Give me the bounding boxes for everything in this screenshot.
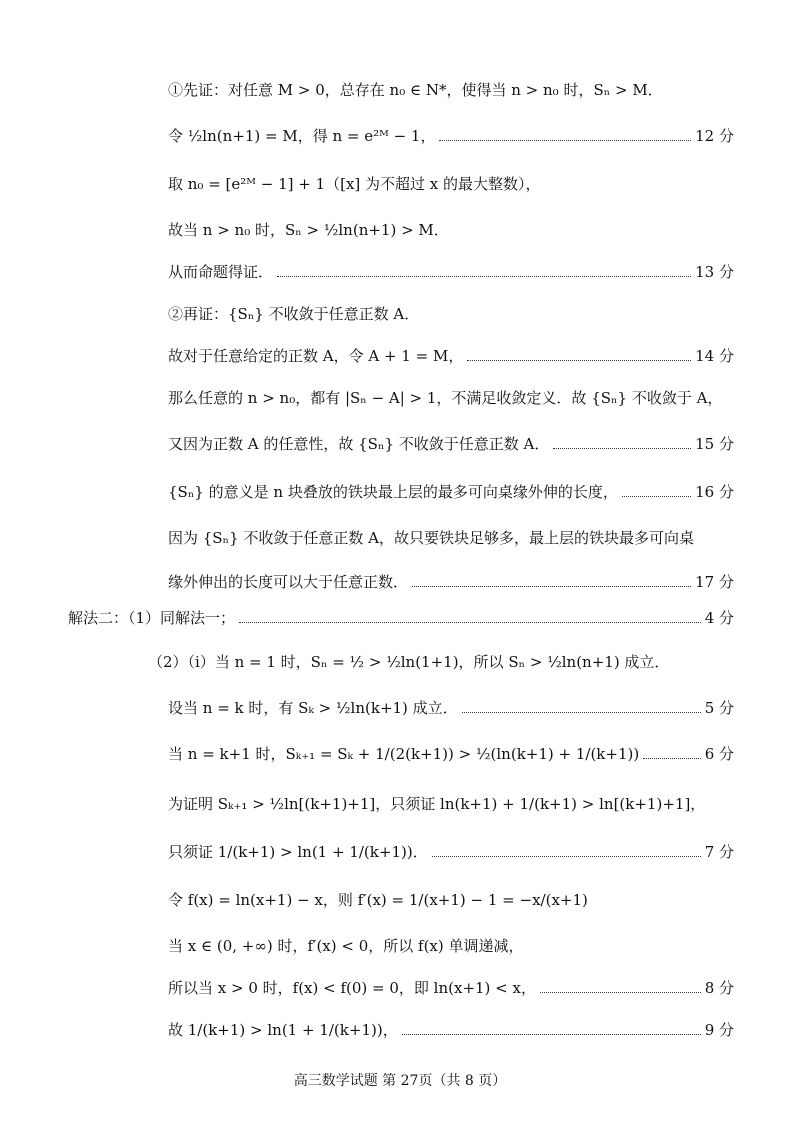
dot-leader <box>643 757 700 759</box>
line-22 <box>168 1016 734 1044</box>
dot-leader <box>540 991 701 993</box>
score-label: 8 分 <box>704 979 734 997</box>
line-5 <box>168 258 734 286</box>
line-text: ①先证：对任意 M > 0，总存在 n₀ ∈ N*，使得当 n > n₀ 时，Sₙ > M． <box>168 81 663 99</box>
line-text: 因为 {Sₙ} 不收敛于任意正数 A，故只要铁块足够多，最上层的铁块最多可向桌 <box>168 529 694 547</box>
line-9 <box>168 430 734 458</box>
score-label: 4 分 <box>704 609 734 627</box>
score-label: 14 分 <box>695 347 734 365</box>
line-18 <box>168 838 734 866</box>
line-text: 故 1/(k+1) > ln(1 + 1/(k+1))， <box>168 1021 398 1039</box>
line-text: 又因为正数 A 的任意性，故 {Sₙ} 不收敛于任意正数 A． <box>168 435 550 453</box>
line-13 <box>68 604 734 632</box>
dot-leader <box>439 139 691 141</box>
score-label: 15 分 <box>695 435 734 453</box>
dot-leader <box>412 585 691 587</box>
line-8 <box>168 384 734 412</box>
line-2 <box>168 122 734 150</box>
line-19 <box>168 886 734 914</box>
line-text: 当 n = k+1 时，Sₖ₊₁ = Sₖ + 1/(2(k+1)) > ½(ln(k+1) + 1/(k+1)) <box>168 745 640 763</box>
line-text: 令 ½ln(n+1) = M，得 n = e²ᴹ − 1， <box>168 127 436 145</box>
line-7 <box>168 342 734 370</box>
line-text: 令 f(x) = ln(x+1) − x，则 f′(x) = 1/(x+1) − 1 = −x/(x+1) <box>168 891 588 909</box>
line-4 <box>168 216 734 244</box>
line-text: 设当 n = k 时，有 Sₖ > ½ln(k+1) 成立． <box>168 699 458 717</box>
line-text: 解法二：（1）同解法一； <box>68 609 236 627</box>
score-label: 16 分 <box>695 483 734 501</box>
line-6 <box>168 300 734 328</box>
line-text: 所以当 x > 0 时，f(x) < f(0) = 0，即 ln(x+1) < x， <box>168 979 536 997</box>
score-label: 13 分 <box>695 263 734 281</box>
line-text: 从而命题得证． <box>168 263 274 281</box>
line-15 <box>168 694 734 722</box>
dot-leader <box>467 359 691 361</box>
score-label: 9 分 <box>704 1021 734 1039</box>
score-label: 17 分 <box>695 573 734 591</box>
dot-leader <box>277 275 691 277</box>
line-text: （2）（i）当 n = 1 时，Sₙ = ½ > ½ln(1+1)，所以 Sₙ > ½ln(n+1) 成立． <box>148 653 670 671</box>
line-text: 故当 n > n₀ 时，Sₙ > ½ln(n+1) > M． <box>168 221 449 239</box>
line-14 <box>148 648 734 676</box>
line-text: 只须证 1/(k+1) > ln(1 + 1/(k+1))． <box>168 843 428 861</box>
line-16 <box>168 740 734 768</box>
line-20 <box>168 932 734 960</box>
dot-leader <box>432 855 701 857</box>
line-3 <box>168 170 734 198</box>
dot-leader <box>622 495 691 497</box>
dot-leader <box>553 447 691 449</box>
line-text: 故对于任意给定的正数 A，令 A + 1 = M， <box>168 347 464 365</box>
line-21 <box>168 974 734 1002</box>
line-1 <box>168 76 734 104</box>
dot-leader <box>239 621 701 623</box>
score-label: 12 分 <box>695 127 734 145</box>
line-text: 为证明 Sₖ₊₁ > ½ln[(k+1)+1]，只须证 ln(k+1) + 1/(k+1) > ln[(k+1)+1]， <box>168 795 706 813</box>
line-text: 缘外伸出的长度可以大于任意正数． <box>168 573 409 591</box>
line-text: 当 x ∈ (0, +∞) 时，f′(x) < 0，所以 f(x) 单调递减， <box>168 937 524 955</box>
line-17 <box>168 790 734 818</box>
score-label: 6 分 <box>704 745 734 763</box>
score-label: 7 分 <box>704 843 734 861</box>
line-text: 取 n₀ = [e²ᴹ − 1] + 1（[x] 为不超过 x 的最大整数）， <box>168 175 541 193</box>
line-text: ②再证：{Sₙ} 不收敛于任意正数 A． <box>168 305 420 323</box>
line-10 <box>168 478 734 506</box>
line-12 <box>168 568 734 596</box>
line-text: 那么任意的 n > n₀，都有 |Sₙ − A| > 1，不满足收敛定义．故 {Sₙ} 不收敛于 A， <box>168 389 723 407</box>
line-11 <box>168 524 734 552</box>
dot-leader <box>462 711 701 713</box>
line-text: {Sₙ} 的意义是 n 块叠放的铁块最上层的最多可向桌缘外伸的长度， <box>168 483 618 501</box>
score-label: 5 分 <box>704 699 734 717</box>
dot-leader <box>402 1033 701 1035</box>
page-footer: 高三数学试题 第 27页（共 8 页） <box>293 1073 507 1089</box>
